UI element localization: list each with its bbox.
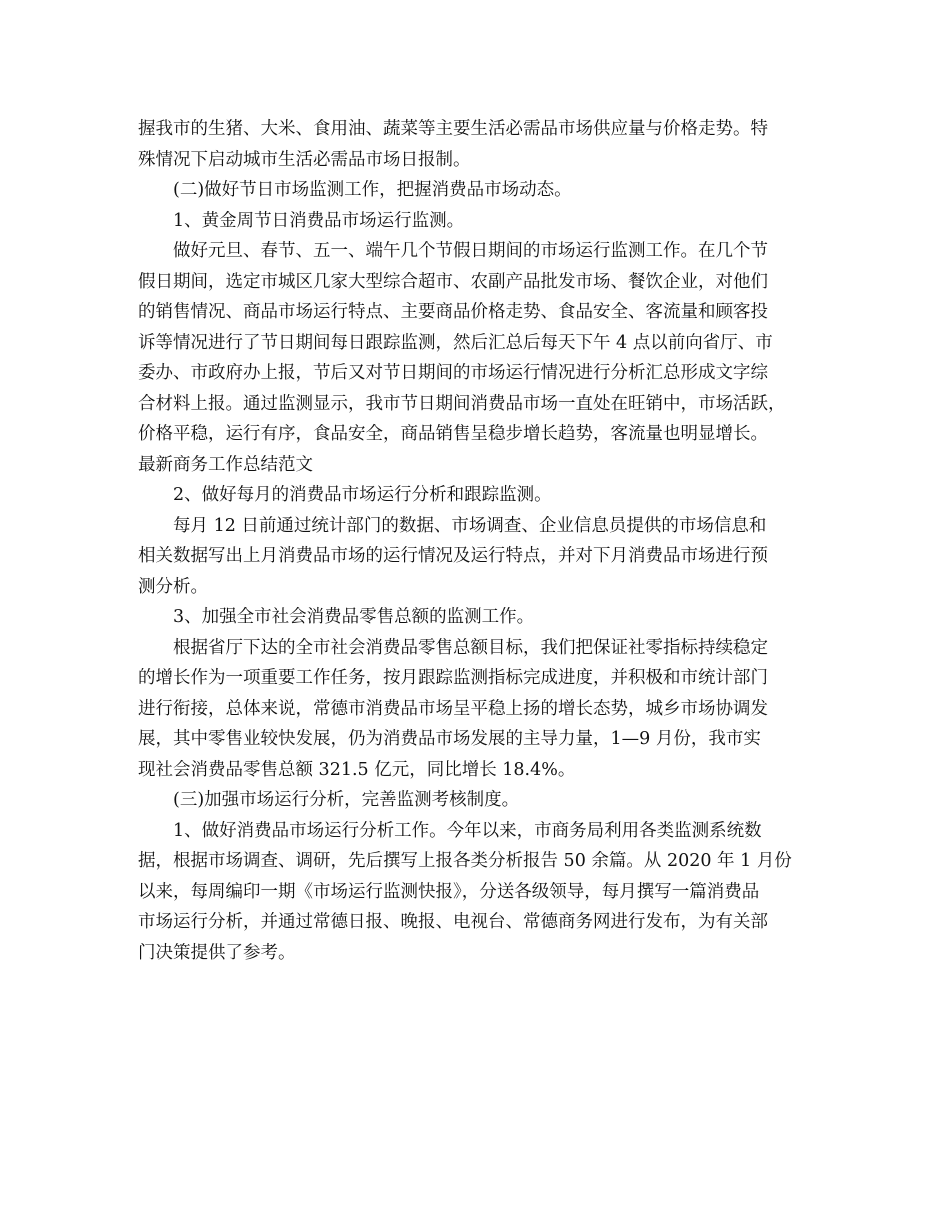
- text-line: 委办、市政府办上报，节后又对节日期间的市场运行情况进行分析汇总形成文字综: [138, 363, 768, 383]
- text-line: 价格平稳，运行有序，食品安全，商品销售呈稳步增长趋势，客流量也明显增长。: [138, 424, 768, 444]
- text-line: 以来，每周编印一期《市场运行监测快报》，分送各级领导，每月撰写一篇消费品: [138, 881, 760, 902]
- text-line: 相关数据写出上月消费品市场的运行情况及运行特点，并对下月消费品市场进行预: [138, 546, 768, 566]
- text-line: 握我市的生猪、大米、食用油、蔬菜等主要生活必需品市场供应量与价格走势。特: [138, 119, 768, 139]
- paragraph-retail-sales: [138, 633, 822, 786]
- text-line: 门决策提供了参考。: [138, 942, 296, 963]
- text-line: (三)加强市场运行分析，完善监测考核制度。: [173, 790, 520, 810]
- text-line: 现社会消费品零售总额 321.5 亿元，同比增长 18.4%。: [138, 759, 576, 780]
- text-line: 2、做好每月的消费品市场运行分析和跟踪监测。: [173, 485, 552, 505]
- text-line: 合材料上报。通过监测显示，我市节日期间消费品市场一直处在旺销中，市场活跃，: [138, 393, 786, 414]
- paragraph-market-analysis: [138, 816, 822, 969]
- text-line: 据，根据市场调查、调研，先后撰写上报各类分析报告 50 余篇。从 2020 年 1 月份: [138, 851, 792, 871]
- text-line: 市场运行分析，并通过常德日报、晚报、电视台、常德商务网进行发布，为有关部: [138, 912, 768, 932]
- text-line: 的增长作为一项重要工作任务，按月跟踪监测指标完成进度，并积极和市统计部门: [138, 668, 768, 688]
- subheading-1: [138, 206, 822, 237]
- text-line: 1、做好消费品市场运行分析工作。今年以来，市商务局利用各类监测系统数: [173, 820, 762, 841]
- subheading-3: [138, 602, 822, 633]
- text-line: 假日期间，选定市城区几家大型综合超市、农副产品批发市场、餐饮企业，对他们: [138, 271, 768, 292]
- text-line: 测分析。: [138, 576, 208, 597]
- text-line: 殊情况下启动城市生活必需品市场日报制。: [138, 149, 471, 170]
- text-line: 展，其中零售业较快发展，仍为消费品市场发展的主导力量，1—9 月份，我市实: [138, 729, 761, 749]
- paragraph-monthly-analysis: [138, 511, 822, 603]
- inline-title: [138, 450, 822, 481]
- text-line: 根据省厅下达的全市社会消费品零售总额目标，我们把保证社零指标持续稳定: [173, 637, 768, 658]
- text-line: (二)做好节日市场监测工作，把握消费品市场动态。: [173, 180, 572, 200]
- text-line: 做好元旦、春节、五一、端午几个节假日期间的市场运行监测工作。在几个节: [173, 241, 768, 261]
- section-heading-3: [138, 785, 822, 816]
- document-body: [138, 114, 822, 968]
- text-line: 每月 12 日前通过统计部门的数据、市场调查、企业信息员提供的市场信息和: [173, 515, 767, 536]
- text-line: 诉等情况进行了节日期间每日跟踪监测，然后汇总后每天下午 4 点以前向省厅、市: [138, 332, 773, 353]
- paragraph-1: [138, 114, 822, 175]
- text-line: 最新商务工作总结范文: [138, 454, 313, 475]
- paragraph-holiday-monitoring: [138, 236, 822, 450]
- text-line: 进行衔接，总体来说，常德市消费品市场呈平稳上扬的增长态势，城乡市场协调发: [138, 698, 768, 719]
- section-heading-2: [138, 175, 822, 206]
- text-line: 的销售情况、商品市场运行特点、主要商品价格走势、食品安全、客流量和顾客投: [138, 302, 768, 322]
- text-line: 3、加强全市社会消费品零售总额的监测工作。: [173, 607, 535, 627]
- text-line: 1、黄金周节日消费品市场运行监测。: [173, 210, 465, 231]
- subheading-2: [138, 480, 822, 511]
